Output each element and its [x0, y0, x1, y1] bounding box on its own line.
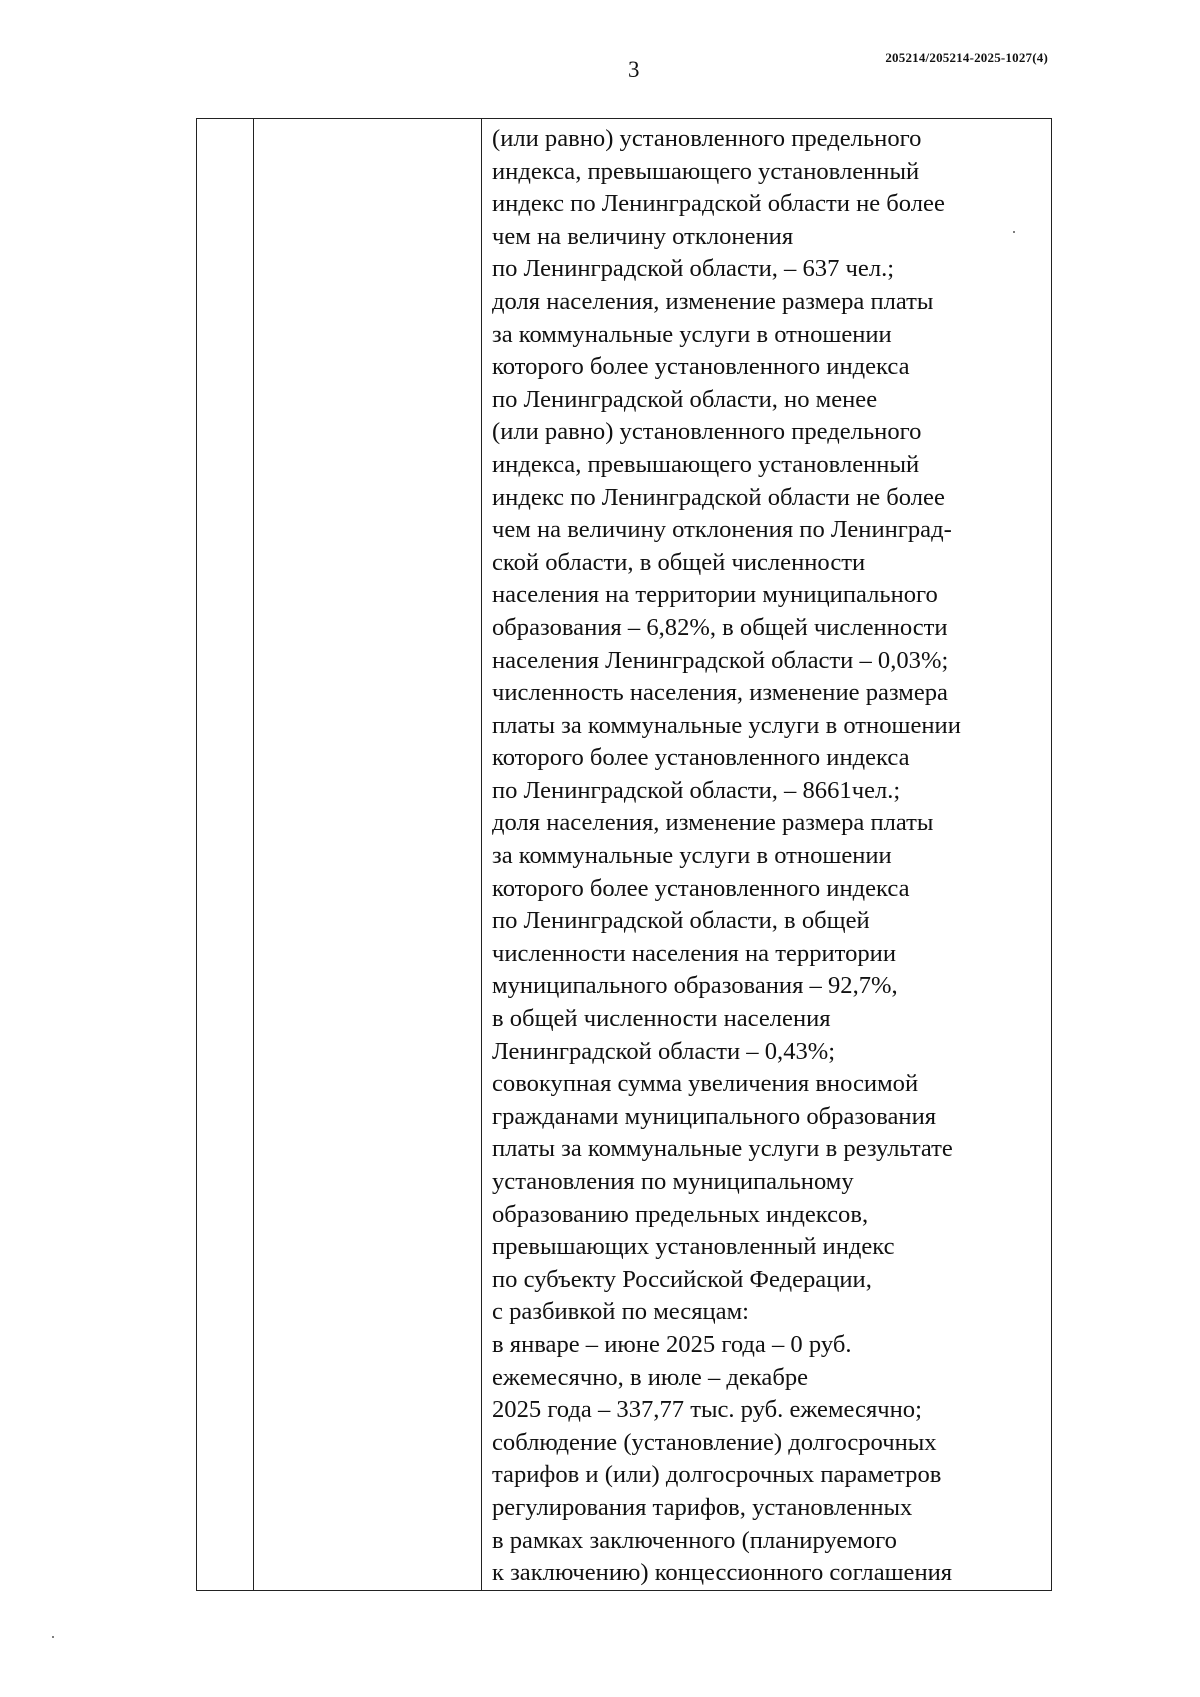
text-line: за коммунальные услуги в отношении — [492, 842, 892, 870]
text-line: превышающих установленный индекс — [492, 1233, 895, 1261]
text-line: численность населения, изменение размера — [492, 679, 948, 707]
text-line: образования – 6,82%, в общей численности — [492, 613, 948, 641]
text-line: населения Ленинградской области – 0,03%; — [492, 646, 949, 674]
text-line: доля населения, изменение размера платы — [492, 287, 934, 315]
text-line: в рамках заключенного (планируемого — [492, 1526, 897, 1554]
text-line: образованию предельных индексов, — [492, 1200, 869, 1228]
text-line: за коммунальные услуги в отношении — [492, 320, 892, 348]
scan-speck — [52, 1636, 54, 1638]
scan-speck — [1013, 231, 1015, 233]
text-line: по субъекту Российской Федерации, — [492, 1265, 872, 1293]
text-line: которого более установленного индекса — [492, 874, 910, 902]
text-line: по Ленинградской области, но менее — [492, 385, 878, 413]
text-line: соблюдение (установление) долгосрочных — [492, 1428, 937, 1456]
text-line: (или равно) установленного предельного — [492, 125, 922, 152]
text-line: чем на величину отклонения по Ленинград- — [492, 516, 952, 544]
text-line: с разбивкой по месяцам: — [492, 1298, 749, 1326]
table-cell-name — [254, 119, 482, 1591]
text-line: по Ленинградской области, – 8661чел.; — [492, 776, 901, 804]
table-cell-description — [482, 119, 1052, 1591]
text-line: численности населения на территории — [492, 939, 897, 967]
text-line: в январе – июне 2025 года – 0 руб. — [492, 1330, 852, 1358]
text-line: ежемесячно, в июле – декабре — [492, 1363, 809, 1391]
text-line: по Ленинградской области, – 637 чел.; — [492, 255, 895, 283]
text-line: ской области, в общей численности — [492, 548, 866, 576]
text-line: которого более установленного индекса — [492, 744, 910, 772]
text-line: которого более установленного индекса — [492, 353, 910, 381]
text-line: индекс по Ленинградской области не более — [492, 483, 945, 511]
text-line: гражданами муниципального образования — [492, 1102, 937, 1130]
document-table — [196, 118, 1052, 1591]
text-line: Ленинградской области – 0,43%; — [492, 1037, 836, 1065]
text-line: (или равно) установленного предельного — [492, 418, 922, 446]
description-text-block — [482, 119, 1051, 1590]
text-line: регулирования тарифов, установленных — [492, 1493, 913, 1521]
text-line: к заключению) концессионного соглашения — [492, 1559, 953, 1587]
table-row — [197, 119, 1052, 1591]
text-line: 2025 года – 337,77 тыс. руб. ежемесячно; — [492, 1396, 922, 1424]
text-line: платы за коммунальные услуги в отношении — [492, 711, 961, 739]
text-line: установления по муниципальному — [492, 1168, 854, 1195]
text-line: индекс по Ленинградской области не более — [492, 190, 945, 218]
text-line: по Ленинградской области, в общей — [492, 907, 870, 935]
table-cell-number — [197, 119, 254, 1591]
text-line: доля населения, изменение размера платы — [492, 809, 934, 837]
page-number: 3 — [628, 57, 640, 82]
text-line: платы за коммунальные услуги в результате — [492, 1135, 953, 1163]
text-line: муниципального образования – 92,7%, — [492, 972, 898, 1000]
text-line: тарифов и (или) долгосрочных параметров — [492, 1461, 942, 1489]
text-line: совокупная сумма увеличения вносимой — [492, 1070, 919, 1098]
document-id: 205214/205214-2025-1027(4) — [885, 50, 1048, 65]
text-line: в общей численности населения — [492, 1005, 831, 1033]
text-line: чем на величину отклонения — [492, 222, 794, 250]
text-line: населения на территории муниципального — [492, 581, 938, 609]
text-line: индекса, превышающего установленный — [492, 157, 920, 185]
text-line: индекса, превышающего установленный — [492, 450, 920, 478]
